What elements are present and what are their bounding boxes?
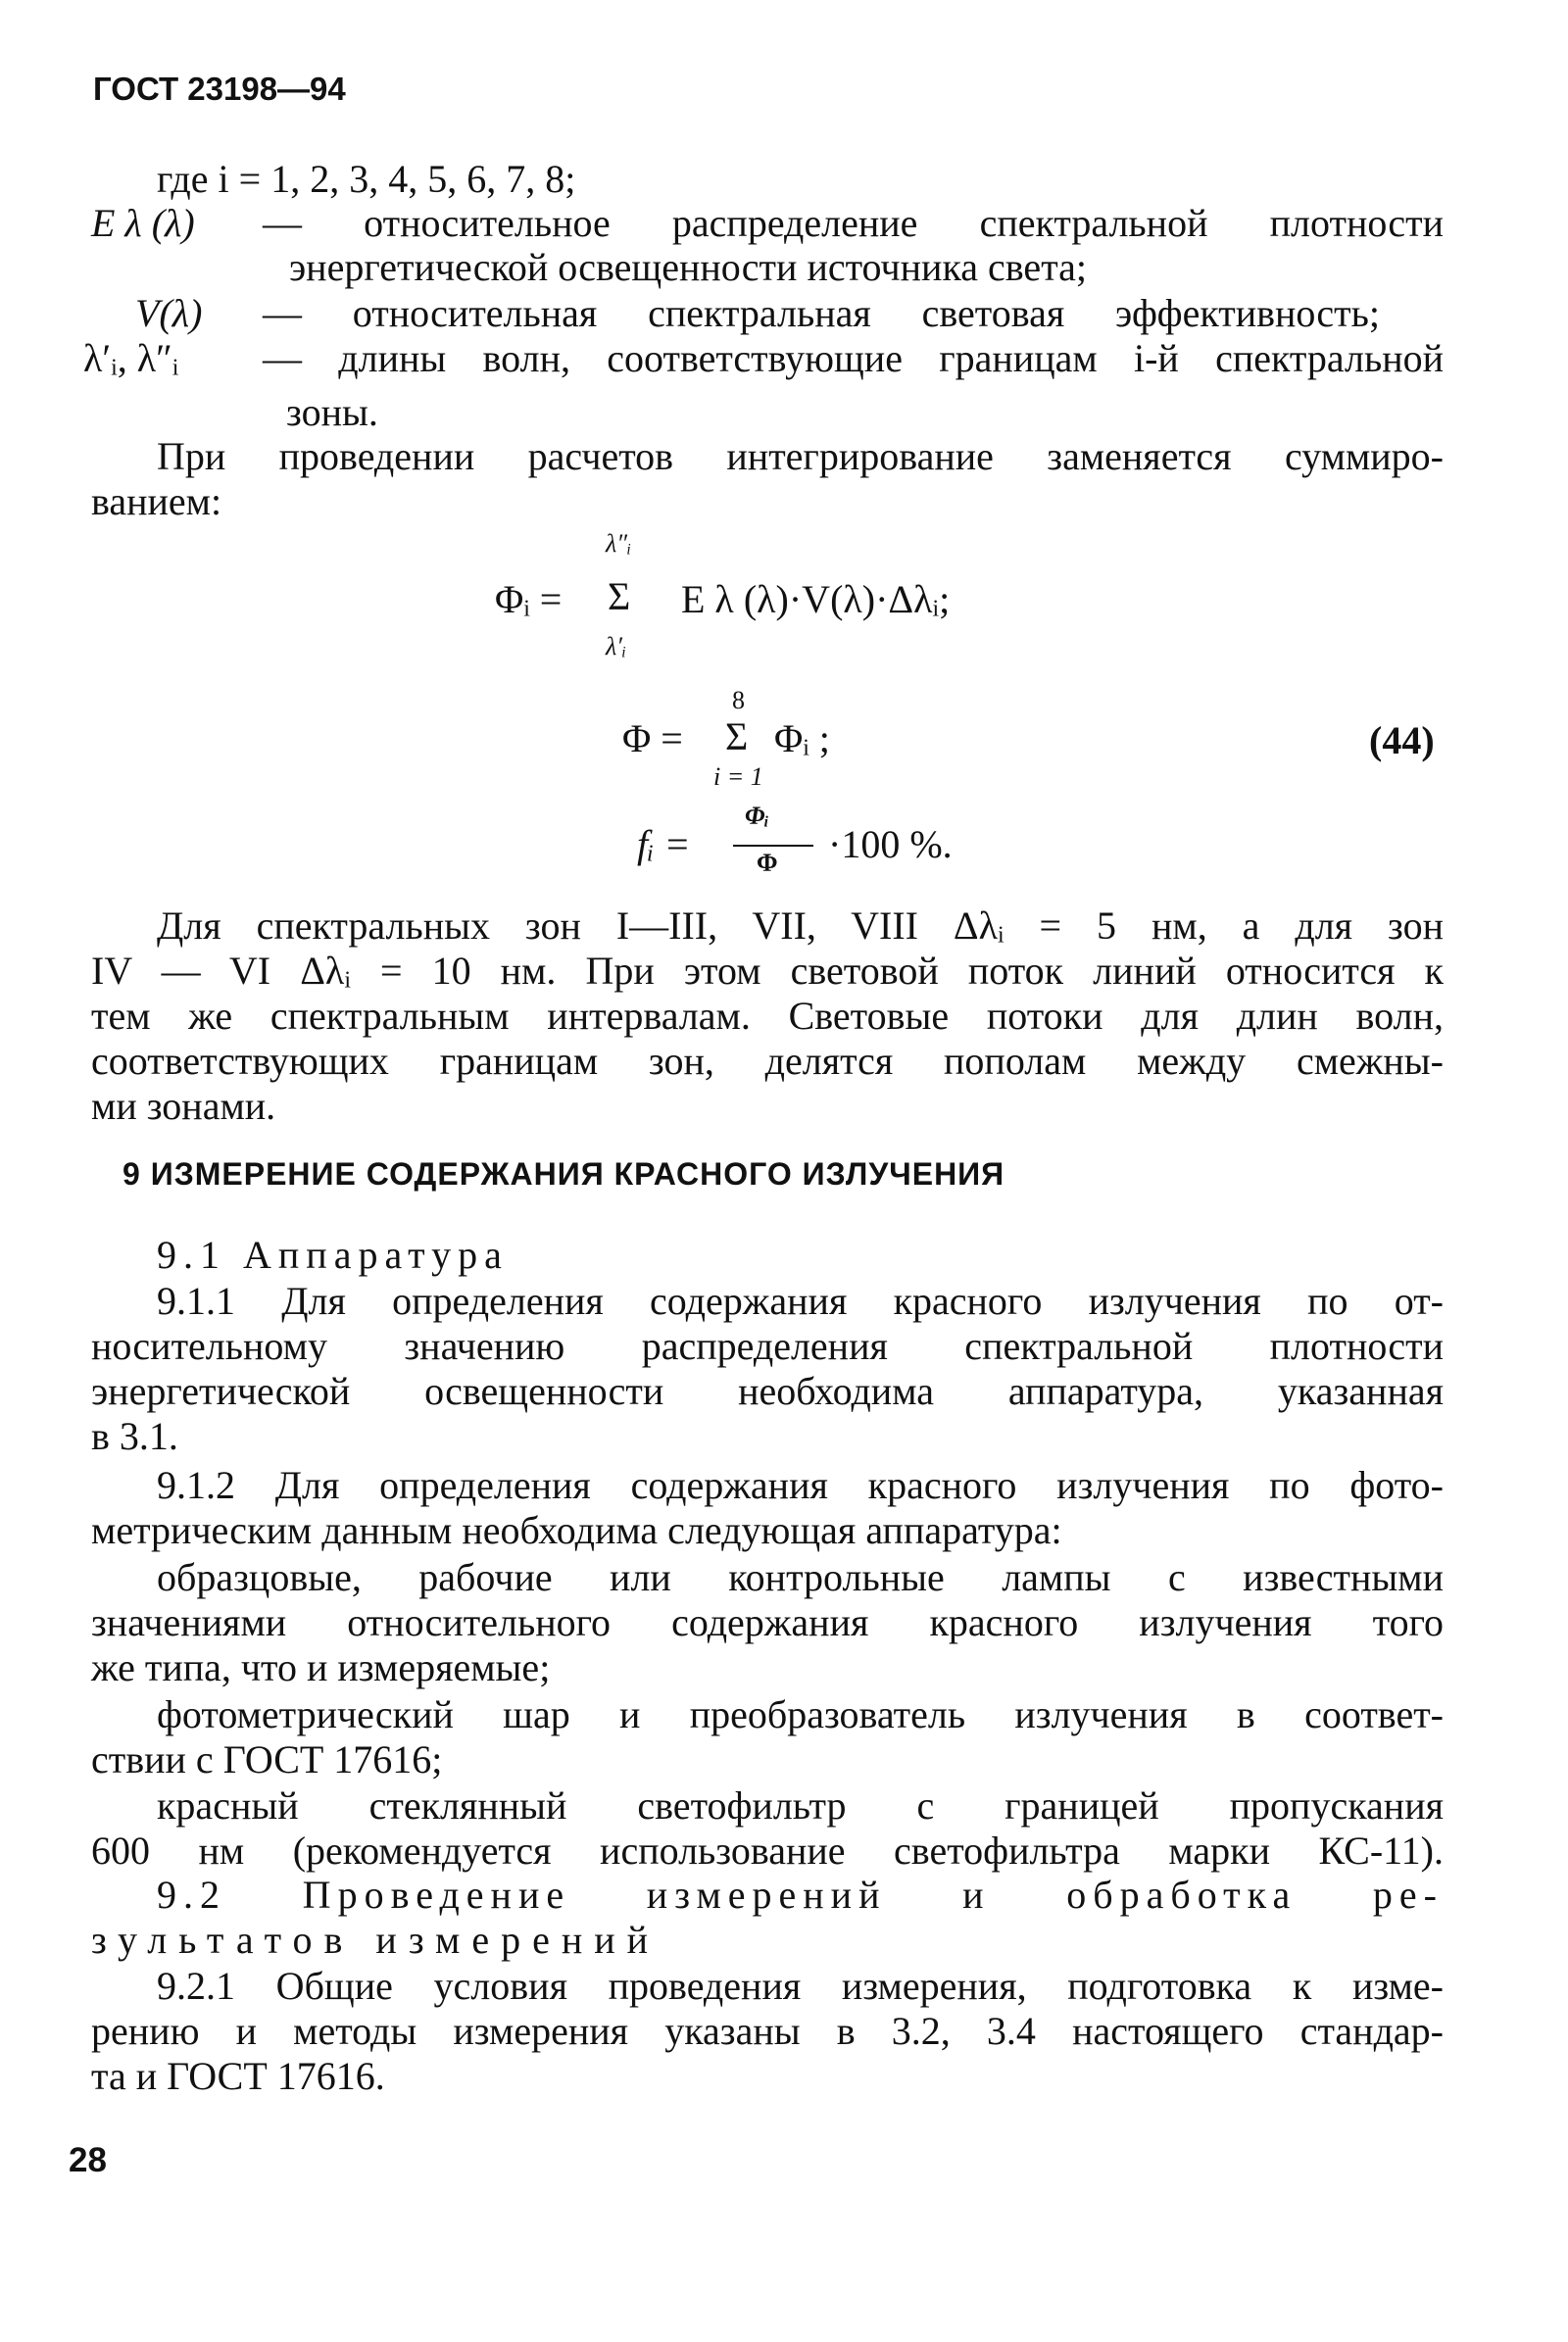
zones-paragraph-line-5: ми зонами. [91,1084,276,1128]
para-9-2-1-line-1: 9.2.1 Общие условия проведения измерения, подготовка к изме- [157,1964,1444,2008]
para-9-1-2-line-1: 9.1.2 Для определения содержания красного излучения по фото- [157,1463,1444,1507]
where-line: где i = 1, 2, 3, 4, 5, 6, 7, 8; [157,157,576,201]
lambda-bounds-definition-2: зоны. [286,390,378,434]
item-lamps-line-2: значениями относительного содержания красного излучения того [91,1600,1444,1644]
fraction-bar [733,845,813,847]
formula-phi-i-lhs: Φᵢ = [495,577,563,621]
subsection-9-2-heading-2: зультатов измерений [91,1918,661,1962]
item-sphere-line-1: фотометрический шар и преобразователь излучения в соответ- [157,1692,1444,1736]
zones-paragraph-line-4: соответствующих границам зон, делятся пополам между смежны- [91,1039,1444,1083]
formula-fi-rhs: ·100 %. [828,822,953,866]
formula-phi-lhs: Φ = [622,716,683,760]
standard-header: ГОСТ 23198—94 [93,71,346,107]
formula-phi-lower-limit: i = 1 [713,762,763,791]
subsection-9-2-heading-1: 9.2 Проведение измерений и обработка ре- [157,1873,1444,1917]
subsection-9-1-heading: 9.1 Аппаратура [157,1233,509,1277]
formula-phi-rhs: Φᵢ ; [774,716,830,760]
summation-intro-2: ванием: [91,479,222,523]
formula-fi-lhs: fᵢ = [637,822,691,866]
formula-fi-denominator: Φ [757,849,778,877]
item-lamps-line-1: образцовые, рабочие или контрольные лампы с известными [157,1555,1444,1599]
para-9-2-1-line-2: рению и методы измерения указаны в 3.2, 3.4 настоящего стандар- [91,2009,1444,2053]
formula-fi-numerator: Φᵢ [745,802,769,830]
item-lamps-line-3: же типа, что и измеряемые; [91,1645,551,1689]
item-sphere-line-2: ствии с ГОСТ 17616; [91,1737,443,1781]
formula-phi-sigma: Σ [725,714,749,758]
para-9-1-1-line-3: энергетической освещенности необходима аппаратура, указанная [91,1369,1444,1413]
v-lambda-symbol: V(λ) [135,291,203,335]
lambda-bounds-definition-1: — длины волн, соответствующие границам i-й спектральной [263,336,1444,380]
para-9-1-1-line-2: носительному значению распределения спектральной плотности [91,1324,1444,1368]
v-lambda-definition: — относительная спектральная световая эффективность; [263,291,1380,335]
para-9-1-1-line-1: 9.1.1 Для определения содержания красного излучения по от- [157,1279,1444,1323]
formula-phi-i-upper-limit: λ″ᵢ [606,529,632,558]
item-filter-line-2: 600 нм (рекомендуется использование светофильтра марки КС-11). [91,1829,1444,1873]
item-filter-line-1: красный стеклянный светофильтр с границей пропускания [157,1783,1444,1828]
para-9-1-2-line-2: метрическим данным необходима следующая аппаратура: [91,1508,1062,1552]
page-number: 28 [69,2141,107,2179]
section-9-heading: 9 ИЗМЕРЕНИЕ СОДЕРЖАНИЯ КРАСНОГО ИЗЛУЧЕНИЯ [122,1156,1005,1192]
equation-number: (44) [1369,718,1435,762]
zones-paragraph-line-1: Для спектральных зон I—III, VII, VIII Δλᵢ = 5 нм, а для зон [157,903,1444,948]
e-lambda-definition-2: энергетической освещенности источника света; [289,245,1088,289]
zones-paragraph-line-2: IV — VI Δλᵢ = 10 нм. При этом световой поток линий относится к [91,949,1444,993]
formula-phi-i-sigma: Σ [608,574,631,618]
zones-paragraph-line-3: тем же спектральным интервалам. Световые потоки для длин волн, [91,994,1444,1038]
formula-phi-i-rhs: E λ (λ)·V(λ)·Δλᵢ; [681,577,951,621]
e-lambda-definition-1: — относительное распределение спектральной плотности [263,201,1444,245]
e-lambda-symbol: E λ (λ) [91,201,195,245]
formula-phi-upper-limit: 8 [732,686,745,714]
lambda-bounds-symbol: λ′ᵢ, λ″ᵢ [83,336,179,380]
summation-intro-1: При проведении расчетов интегрирование заменяется суммиро- [157,434,1444,478]
para-9-2-1-line-3: та и ГОСТ 17616. [91,2054,385,2098]
para-9-1-1-line-4: в 3.1. [91,1414,178,1458]
formula-phi-i-lower-limit: λ′ᵢ [606,632,627,660]
